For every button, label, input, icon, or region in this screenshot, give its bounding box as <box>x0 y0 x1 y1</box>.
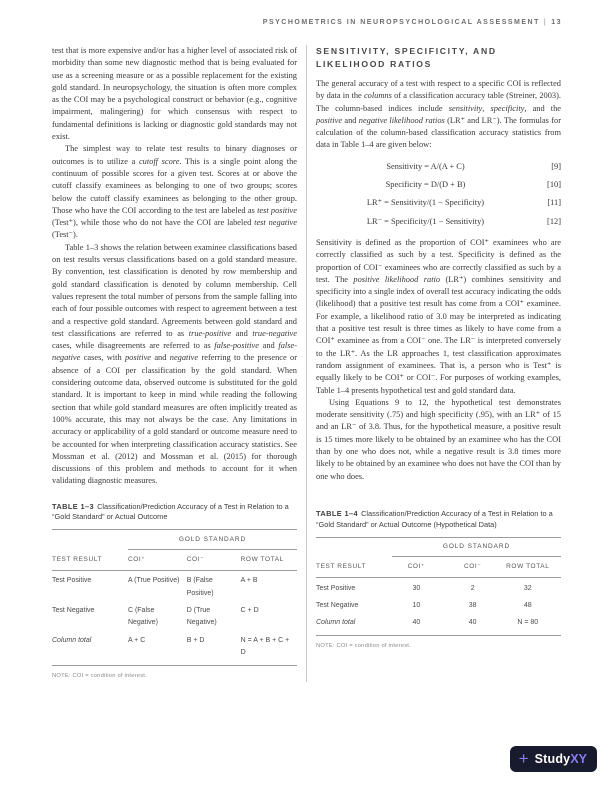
table-row <box>316 597 561 614</box>
equation-text: LR⁺ = Sensitivity/(1 − Specificity) <box>366 198 485 208</box>
table-label: TABLE 1–3 <box>52 501 95 511</box>
table-cell: 40 <box>412 619 421 627</box>
table-cell: Column total <box>52 636 92 644</box>
column-divider <box>306 45 307 682</box>
paragraph: The general accuracy of a test with respect to a specific COI is reflected by data in the columns of a classification accuracy table (Streiner, 2003). The column-based indices include sensitivity, specificity, and the positive and negative likelihood ratios (LR⁺ and LR⁻). The formulas for calculation of the column-based classification accuracy statistics from data in Table 1–4 are given below: <box>316 79 561 150</box>
column-header: ROW TOTAL <box>240 556 284 564</box>
column-header: COI⁻ <box>186 556 205 564</box>
equation-text: Sensitivity = A/(A + C) <box>386 161 465 171</box>
header-row <box>316 557 561 578</box>
running-head <box>263 19 562 26</box>
table-note: NOTE: COI = condition of interest. <box>52 672 147 679</box>
equation-text: Specificity = D/(D + B) <box>385 180 466 190</box>
table-note: NOTE: COI = condition of interest. <box>316 642 411 649</box>
group-header: GOLD STANDARD <box>392 538 561 557</box>
equation-number: [9] <box>551 161 561 171</box>
table-cell: B + D <box>186 636 205 644</box>
table-row <box>316 580 561 597</box>
table-cell: A (True Positive) <box>127 577 180 585</box>
table-cell: Column total <box>316 619 356 627</box>
table-row <box>52 632 297 662</box>
equation-line <box>316 197 561 209</box>
table-cell: N = 80 <box>517 619 539 627</box>
left-column <box>52 45 297 682</box>
table-title: Classification/Prediction Accuracy of a Test in Relation to a “Gold Standard” or Actual Outcome <box>52 501 289 522</box>
table-cell: 32 <box>523 584 532 592</box>
table-cell: A + C <box>127 636 146 644</box>
table-cell: C + D <box>240 606 259 614</box>
group-header-spacer <box>316 538 392 557</box>
equation-number: [11] <box>547 198 561 208</box>
plus-icon: + <box>518 748 529 768</box>
column-header: ROW TOTAL <box>506 563 550 571</box>
table-label: TABLE 1–4 <box>316 508 359 518</box>
column-header: COI⁻ <box>463 563 482 571</box>
group-header: GOLD STANDARD <box>128 530 297 549</box>
table-cell: 30 <box>412 584 421 592</box>
studyxy-badge[interactable] <box>510 746 597 772</box>
paragraph: test that is more expensive and/or has a higher level of associated risk of morbidity than some new diagnostic method that is being evaluated for use as a screening measure or as a possible replacement for the existing gold standard. In neuropsychology, the situation is often more complex as the COI may be a psychological construct or behavior (e.g., cognitive impairment, malingering) for which consensus with respect to fundamental definitions is lacking or diagnostic gold standards may not exist. <box>52 46 297 142</box>
paragraph: Sensitivity is defined as the proportion of COI⁺ examinees who are correctly classified as such by a test. Specificity is defined as the proportion of COI⁻ examinees who are correctly classified as such by a test. The positive likelihood ratio (LR⁺) combines sensitivity and specificity into a single index of overall test accuracy indicating the odds (likelihood) that a positive test result has come from a COI⁺ examinee. For example, a likelihood ratio of 3.0 may be interpreted as indicating that a positive test result is three times as likely to have come from a COI⁺ examinee as from a COI⁻ one. The LR⁻ is interpreted conversely to the LR⁺. As the LR approaches 1, test classification approximates random assignment of examinees. That is, a person who is Test⁺ is equally likely to be COI⁺ or COI⁻. For purposes of working examples, Table 1–4 presents hypothetical test and gold standard data. <box>316 237 561 395</box>
running-head-title: PSYCHOMETRICS IN NEUROPSYCHOLOGICAL ASSESSMENT <box>262 19 540 26</box>
column-header: TEST RESULT <box>316 563 367 571</box>
running-head-separator: | <box>543 19 548 26</box>
table-cell: 40 <box>468 619 477 627</box>
paragraph: Using Equations 9 to 12, the hypothetical test demonstrates moderate sensitivity (.75) and high specificity (.95), with an LR⁺ of 15 and an LR⁻ of 3.8. Thus, for the hypothetical measure, a positive result is 15 times more likely to be obtained by an examinee who has the COI than by one who does not, while a negative result is 3.8 times more likely to be obtained by an examinee who does not have the COI than by one who does. <box>316 397 561 481</box>
table-cell: 48 <box>523 601 532 609</box>
table-row <box>52 573 297 603</box>
table-row <box>52 602 297 632</box>
table-caption <box>316 509 561 531</box>
group-header-spacer <box>52 530 128 549</box>
paragraph: Table 1–3 shows the relation between examinee classifications based on test results versus classifications based on a gold standard measure. By convention, test classification is denoted by row membership and gold standard classification is denoted by column membership. Cell values represent the total number of persons from the sample falling into each of four possible outcomes with respect to agreement between a test and a respective gold standard. Agreements between gold standard and test classifications are referred to as true-positive and true-negative cases, while disagreements are referred to as false-positive and false-negative cases, with positive and negative referring to the presence or absence of a COI per classification by the gold standard. When considering outcome data, observed outcome is substituted for the gold standard. It is important to keep in mind while reading the following section that while gold standard measures are often implicitly treated as 100% accurate, this may not always be the case. Any limitations in accuracy or applicability of a gold standard or outcome measure need to be accounted for when interpreting classification accuracy statistics. See Mossman et al. (2012) and Mossman et al. (2015) for thorough discussions of this problem and methods to account for it when validating diagnostic measures. <box>52 242 297 486</box>
table-cell: 38 <box>468 601 477 609</box>
table-title: Classification/Prediction Accuracy of a Test in Relation to a “Gold Standard” or Actual Outcome (Hypothetical Data) <box>316 508 553 529</box>
equation-line <box>316 161 561 173</box>
table-cell: N = A + B + C + D <box>240 636 290 656</box>
brand-name-accent: XY <box>570 752 587 766</box>
column-header: COI⁺ <box>127 556 146 564</box>
section-heading: SENSITIVITY, SPECIFICITY, AND LIKELIHOOD RATIOS <box>316 46 497 69</box>
equation-line <box>316 179 561 191</box>
table-grid <box>316 537 561 636</box>
table-grid <box>52 529 297 665</box>
column-header: COI⁺ <box>407 563 426 571</box>
table-cell: Test Negative <box>316 601 359 609</box>
table-cell: B (False Positive) <box>186 577 214 597</box>
right-column <box>316 45 561 682</box>
brand-name-primary: Study <box>534 752 571 766</box>
table-cell: 2 <box>470 584 475 592</box>
equation-line <box>316 216 561 228</box>
equation-text: LR⁻ = Specificity/(1 − Sensitivity) <box>366 216 485 226</box>
group-header-row <box>52 530 297 549</box>
table-cell: 10 <box>412 601 421 609</box>
table-row <box>316 615 561 632</box>
table-cell: A + B <box>240 577 258 585</box>
column-header: TEST RESULT <box>52 556 103 564</box>
table-body <box>316 578 561 632</box>
table-body <box>52 571 297 662</box>
header-row <box>52 550 297 571</box>
table-cell: Test Positive <box>52 577 92 585</box>
equation-number: [12] <box>547 216 561 226</box>
table-cell: Test Positive <box>316 584 356 592</box>
table-1-3 <box>52 502 297 682</box>
two-column-layout <box>52 45 562 682</box>
equation-block <box>316 161 561 228</box>
group-header-row <box>316 538 561 557</box>
table-cell: C (False Negative) <box>127 606 158 627</box>
table-cell: Test Negative <box>52 606 95 614</box>
paragraph: The simplest way to relate test results to binary diagnoses or outcomes is to utilize a cutoff score. This is a single point along the continuum of possible scores for a given test. Scores at or above the cutoff classify examinees as belonging to one of two groups; scores below the cutoff classify examinees as belonging to the other group. Those who have the COI according to the test are labeled as test positive (Test⁺), while those who do not have the COI are labeled test negative (Test⁻). <box>52 144 297 240</box>
page-number: 13 <box>551 19 562 26</box>
table-1-4 <box>316 509 561 652</box>
equation-number: [10] <box>547 180 561 190</box>
table-cell: D (True Negative) <box>186 606 217 627</box>
table-caption <box>52 502 297 524</box>
